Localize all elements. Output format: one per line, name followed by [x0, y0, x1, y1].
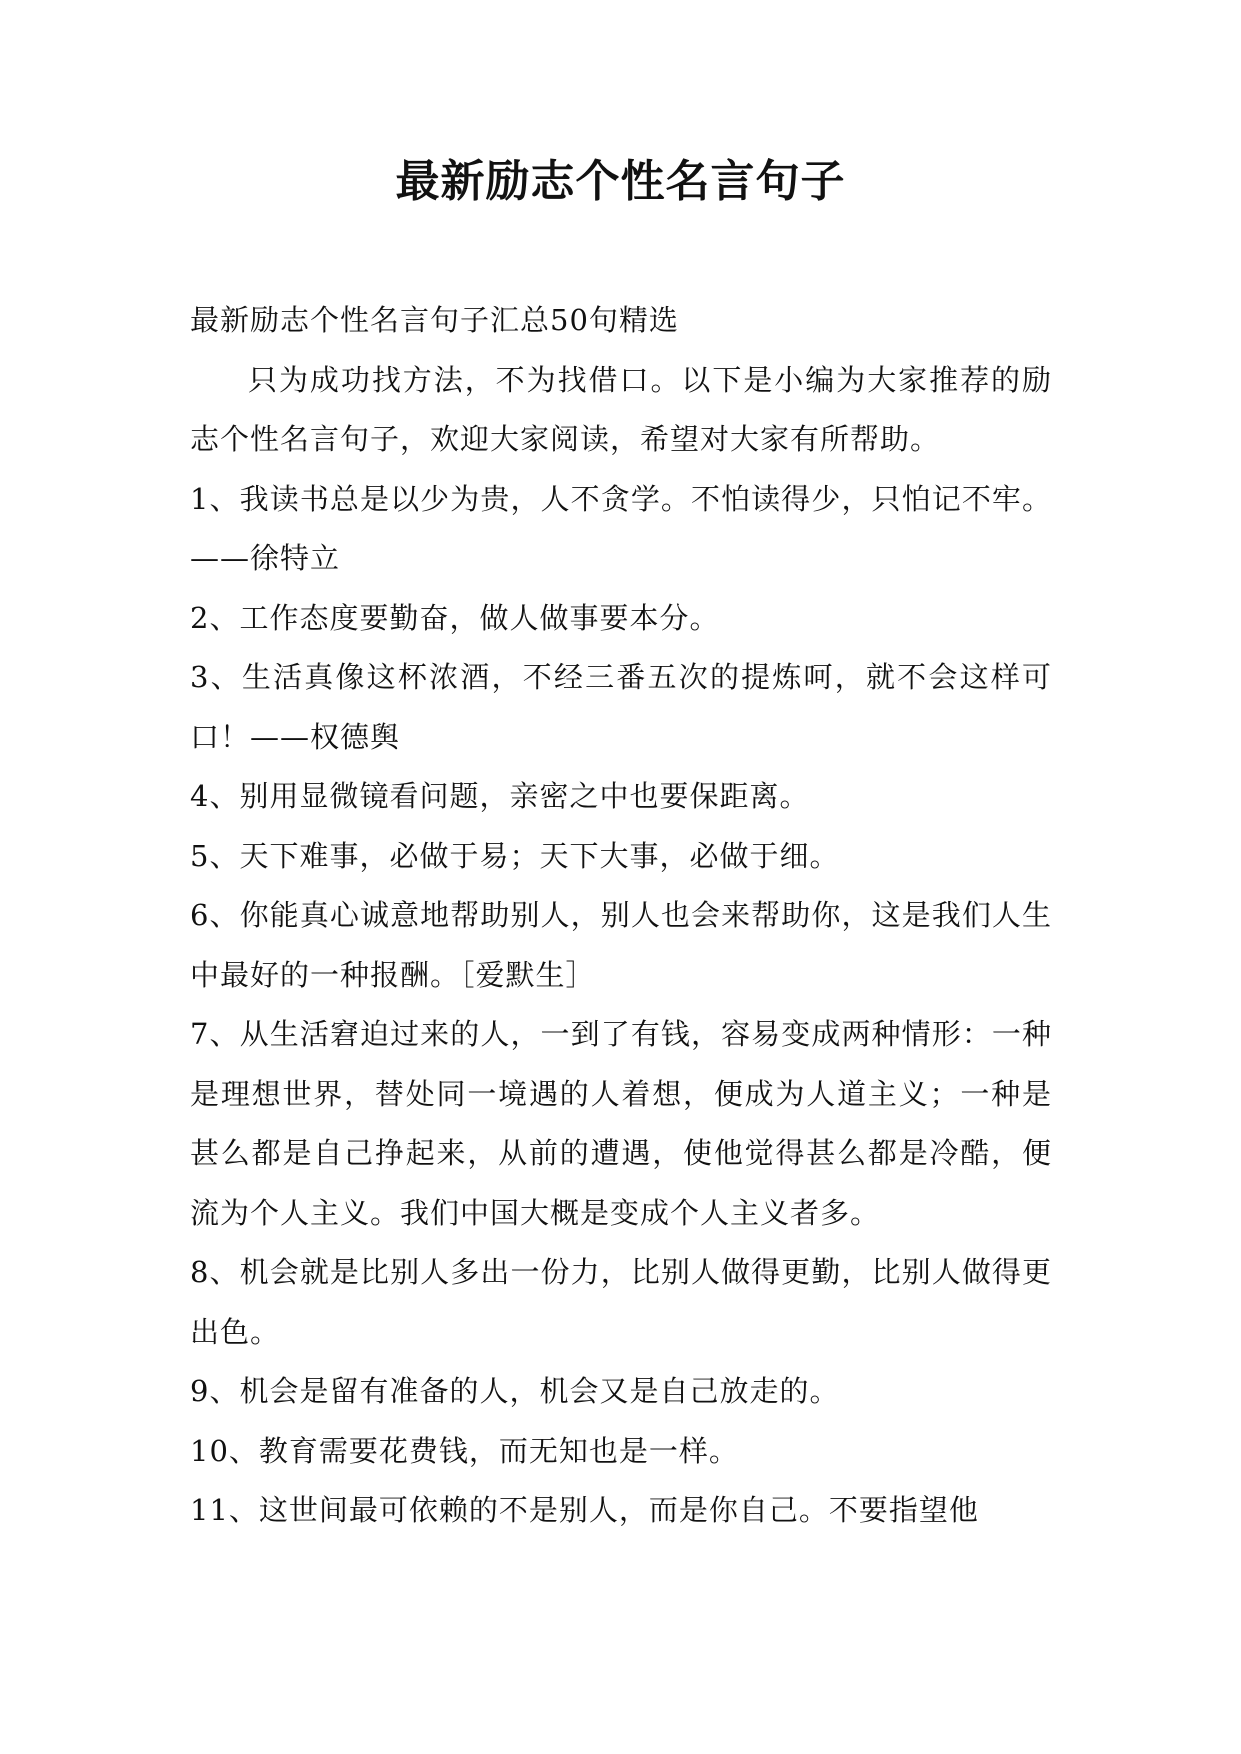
document-title: 最新励志个性名言句子 — [395, 156, 846, 207]
quote-item: 3、生活真像这杯浓酒，不经三番五次的提炼呵，就不会这样可口！——权德舆 — [190, 660, 1052, 754]
quote-item: 4、别用显微镜看问题，亲密之中也要保距离。 — [190, 779, 810, 813]
quote-item: 10、教育需要花费钱，而无知也是一样。 — [190, 1433, 739, 1468]
document-body — [190, 291, 1052, 1541]
quote-item: 11、这世间最可依赖的不是别人，而是你自己。不要指望他 — [190, 1493, 979, 1527]
quote-item: 2、工作态度要勤奋，做人做事要本分。 — [190, 600, 720, 635]
quote-item: 1、我读书总是以少为贵，人不贪学。不怕读得少，只怕记不牢。——徐特立 — [190, 481, 1052, 575]
quote-item: 5、天下难事，必做于易；天下大事，必做于细。 — [190, 838, 840, 873]
quote-item: 7、从生活窘迫过来的人，一到了有钱，容易变成两种情形：一种是理想世界，替处同一境遇的人着想，便成为人道主义；一种是甚么都是自己挣起来，从前的遭遇，使他觉得甚么都是冷酷，便流为个人主义。我们中国大概是变成个人主义者多。 — [190, 1017, 1052, 1230]
document-subtitle: 最新励志个性名言句子汇总50句精选 — [190, 303, 679, 337]
quote-item: 8、机会就是比别人多出一份力，比别人做得更勤，比别人做得更出色。 — [190, 1255, 1052, 1349]
intro-paragraph: 只为成功找方法，不为找借口。以下是小编为大家推荐的励志个性名言句子，欢迎大家阅读，希望对大家有所帮助。 — [190, 362, 1052, 456]
quote-item: 9、机会是留有准备的人，机会又是自己放走的。 — [190, 1374, 840, 1408]
quote-item: 6、你能真心诚意地帮助别人，别人也会来帮助你，这是我们人生中最好的一种报酬。［爱默生］ — [190, 898, 1052, 992]
